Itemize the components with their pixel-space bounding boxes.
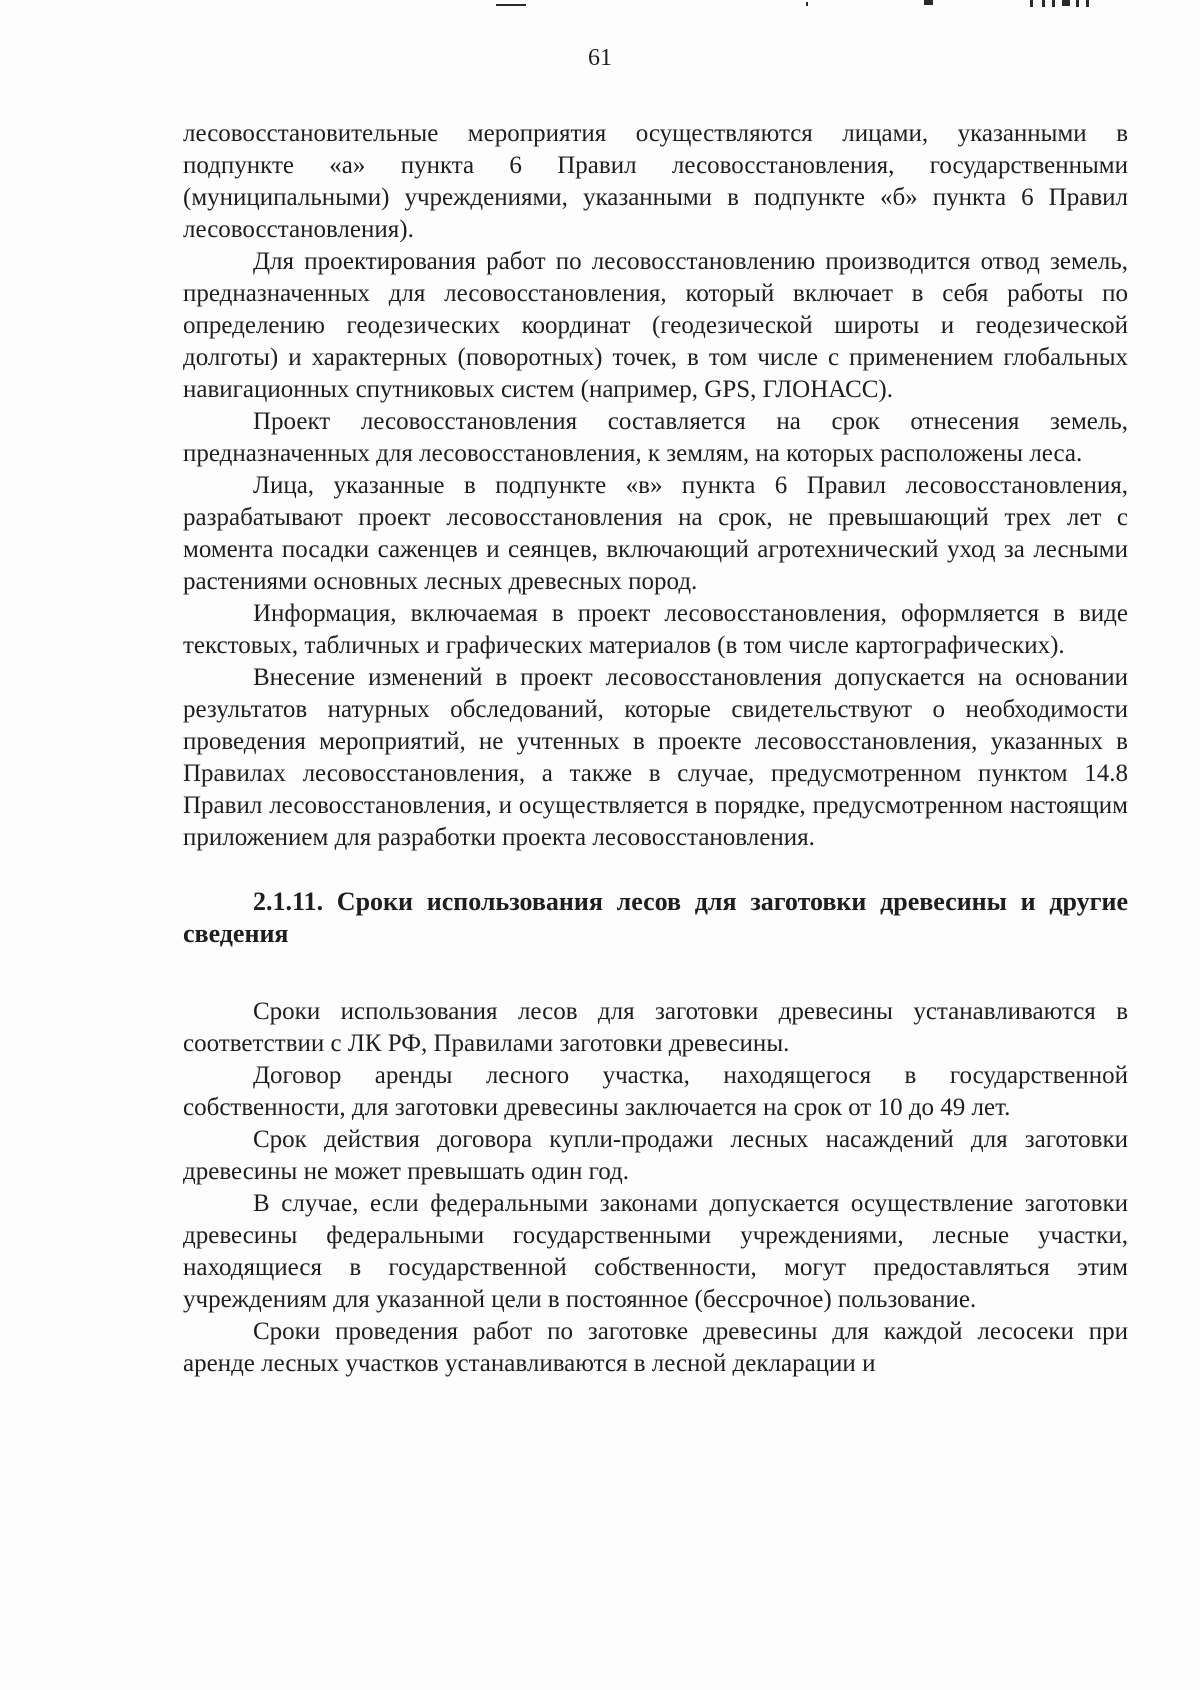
scan-artifact (806, 2, 808, 6)
paragraph: Проект лесовосстановления составляется на срок отнесения земель, предназначенных для лесовосстановления, к землям, на которых расположены леса. (183, 408, 1128, 467)
scan-artifact (1062, 0, 1070, 6)
paragraph: Сроки использования лесов для заготовки древесины устанавливаются в соответствии с ЛК РФ, Правилами заготовки древесины. (183, 998, 1128, 1057)
paragraph: Внесение изменений в проект лесовосстановления допускается на основании результатов натурных обследований, которые свидетельствуют о необходимости проведения мероприятий, не учтенных в проекте лесовосстановления, указанных в Правилах лесовосстановления, а также в случае, предусмотренном пунктом 14.8 Правил лесовосстановления, и осуществляется в порядке, предусмотренном настоящим приложением для разработки проекта лесовосстановления. (183, 664, 1128, 851)
section-heading: 2.1.11. Сроки использования лесов для заготовки древесины и другие сведения (183, 887, 1128, 948)
paragraph: Срок действия договора купли-продажи лесных насаждений для заготовки древесины не может превышать один год. (183, 1126, 1128, 1185)
scan-artifact (1042, 0, 1045, 7)
paragraph: Информация, включаемая в проект лесовосстановления, оформляется в виде текстовых, табличных и графических материалов (в том числе картографических). (183, 600, 1128, 659)
scan-artifact (924, 0, 933, 5)
spacer (183, 950, 1128, 996)
scan-artifact (1076, 0, 1079, 7)
paragraph: Лица, указанные в подпункте «в» пункта 6 Правил лесовосстановления, разрабатывают проект лесовосстановления на срок, не превышающий трех лет с момента посадки саженцев и сеянцев, включающий агротехнический уход за лесными растениями основных лесных древесных пород. (183, 472, 1128, 595)
paragraph: Для проектирования работ по лесовосстановлению производится отвод земель, предназначенных для лесовосстановления, который включает в себя работы по определению геодезических координат (геодезической широты и геодезической долготы) и характерных (поворотных) точек, в том числе с применением глобальных навигационных спутниковых систем (например, GPS, ГЛОНАСС). (183, 248, 1128, 403)
scan-artifact (496, 4, 526, 6)
paragraph: Сроки проведения работ по заготовке древесины для каждой лесосеки при аренде лесных участков устанавливаются в лесной декларации и (183, 1318, 1128, 1377)
paragraph: В случае, если федеральными законами допускается осуществление заготовки древесины федеральными государственными учреждениями, лесные участки, находящиеся в государственной собственности, могут предоставляться этим учреждениям для указанной цели в постоянное (бессрочное) пользование. (183, 1190, 1128, 1313)
page-number: 61 (588, 45, 612, 71)
paragraph: лесовосстановительные мероприятия осуществляются лицами, указанными в подпункте «а» пункта 6 Правил лесовосстановления, государственными (муниципальными) учреждениями, указанными в подпункте «б» пункта 6 Правил лесовосстановления). (183, 120, 1128, 243)
scan-artifact (1086, 0, 1089, 7)
scan-artifact (1030, 0, 1033, 7)
scan-artifact (1052, 0, 1055, 7)
document-body (183, 118, 1128, 1380)
paragraph: Договор аренды лесного участка, находящегося в государственной собственности, для заготовки древесины заключается на срок от 10 до 49 лет. (183, 1062, 1128, 1121)
